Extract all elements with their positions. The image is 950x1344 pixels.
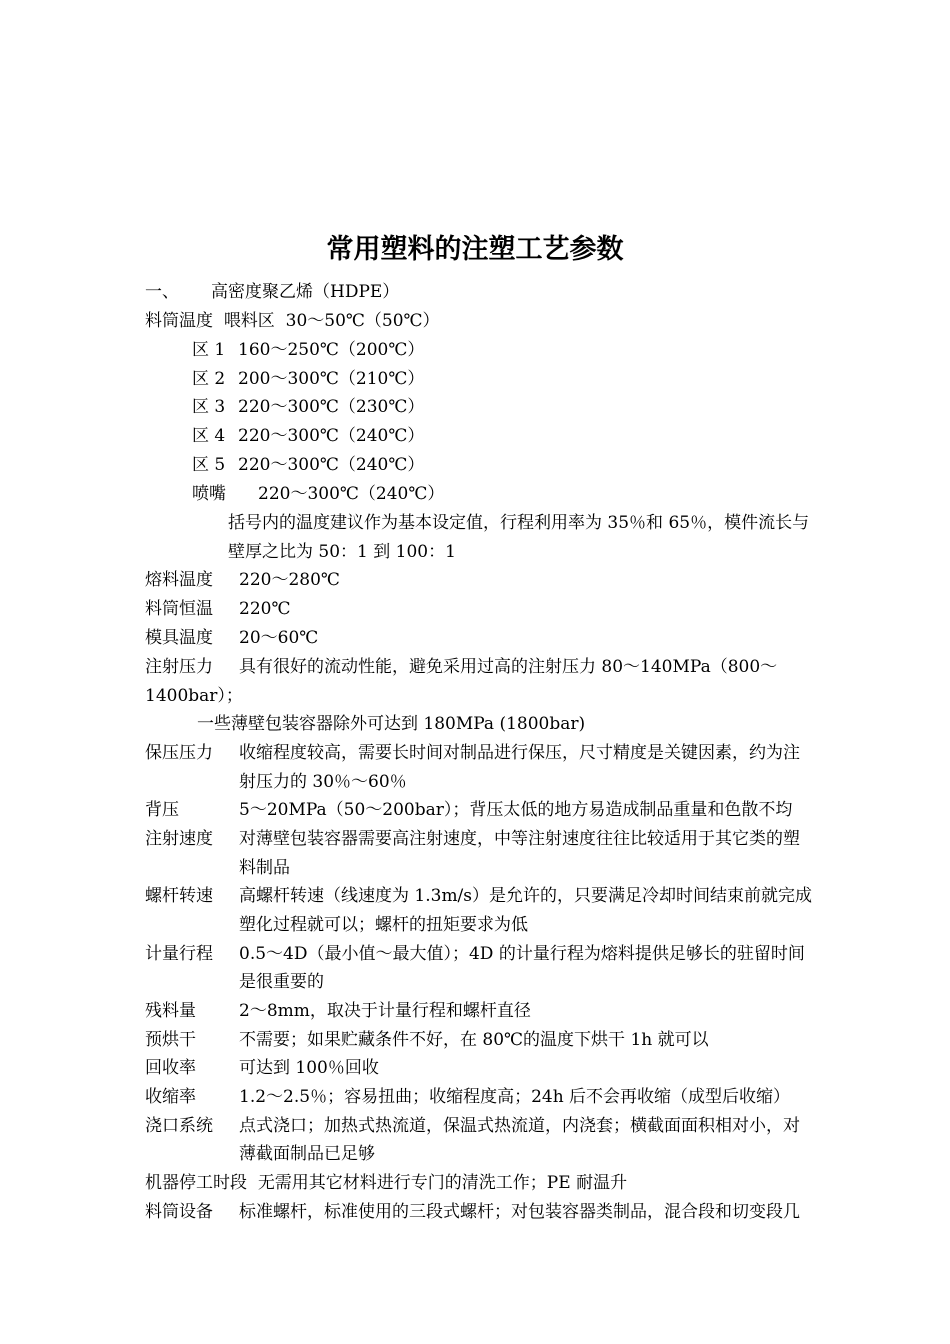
zone-value: 220～300℃（240℃） (238, 426, 425, 446)
injection-line2: 1400bar）； (145, 686, 243, 706)
param-value: 220℃ (239, 599, 291, 619)
zone-label: 区 5 (192, 455, 226, 475)
zone-row (192, 424, 424, 448)
param-row-metering (145, 942, 805, 966)
nozzle-label: 喷嘴 (192, 484, 226, 504)
param-row-mold (145, 626, 318, 650)
feed-label: 喂料区 (223, 311, 275, 331)
nozzle-value: 220～300℃（240℃） (258, 484, 445, 504)
zone-row (192, 395, 424, 419)
param-row-hold-pressure (145, 741, 800, 765)
zone-label: 区 2 (192, 369, 226, 389)
zone-row (192, 453, 424, 477)
zone-value: 220～300℃（240℃） (238, 455, 425, 475)
zone-label: 区 1 (192, 340, 226, 360)
param-label: 背压 (145, 800, 179, 820)
param-row-hold-temp (145, 597, 290, 621)
param-label: 计量行程 (145, 944, 213, 964)
param-value: 高螺杆转速（线速度为 1.3m/s）是允许的，只要满足冷却时间结束前就完成 (239, 886, 813, 906)
param-label: 残料量 (145, 1001, 196, 1021)
param-value: 20～60℃ (239, 628, 319, 648)
screw-speed-line2: 塑化过程就可以；螺杆的扭矩要求为低 (239, 915, 528, 935)
hold-pressure-line2: 射压力的 30％～60％ (239, 772, 407, 792)
zone-value: 200～300℃（210℃） (238, 369, 425, 389)
param-row-gate (145, 1114, 800, 1138)
gate-line2: 薄截面制品已足够 (239, 1144, 375, 1164)
param-value: 5～20MPa（50～200bar）；背压太低的地方易造成制品重量和色散不均 (239, 800, 793, 820)
param-value: 1.2～2.5％；容易扭曲；收缩程度高；24h 后不会再收缩（成型后收缩） (239, 1087, 791, 1107)
param-row-screw-speed (145, 884, 812, 908)
param-label: 机器停工时段 (145, 1173, 247, 1193)
param-value: 0.5～4D（最小值～最大值）；4D 的计量行程为熔料提供足够长的驻留时间 (239, 944, 805, 964)
param-row-recycle (145, 1056, 379, 1080)
zone-value: 160～250℃（200℃） (238, 340, 425, 360)
param-label: 浇口系统 (145, 1116, 213, 1136)
section-name: 高密度聚乙烯（HDPE） (211, 282, 400, 302)
param-label: 预烘干 (145, 1030, 196, 1050)
param-value: 收缩程度较高，需要长时间对制品进行保压，尺寸精度是关键因素，约为注 (239, 743, 800, 763)
zone-label: 区 3 (192, 397, 226, 417)
param-value: 对薄壁包装容器需要高注射速度，中等注射速度往往比较适用于其它类的塑 (239, 829, 800, 849)
param-label: 注射速度 (145, 829, 213, 849)
param-row-back-pressure (145, 798, 792, 822)
param-label: 收缩率 (145, 1087, 196, 1107)
zone-row (192, 367, 424, 391)
param-row-injection (145, 655, 777, 679)
barrel-label: 料筒温度 (145, 311, 213, 331)
param-label: 模具温度 (145, 628, 213, 648)
param-value: 2～8mm，取决于计量行程和螺杆直径 (239, 1001, 531, 1021)
param-label: 回收率 (145, 1058, 196, 1078)
injection-speed-line2: 料制品 (239, 858, 290, 878)
param-row-predry (145, 1028, 709, 1052)
section-number: 一、 (145, 282, 179, 302)
param-row-equipment (145, 1200, 800, 1224)
barrel-note-line1: 括号内的温度建议作为基本设定值，行程利用率为 35％和 65％，模件流长与 (228, 513, 810, 533)
param-label: 注射压力 (145, 657, 213, 677)
param-value: 标准螺杆，标准使用的三段式螺杆；对包装容器类制品，混合段和切变段几 (239, 1202, 800, 1222)
zone-label: 区 4 (192, 426, 226, 446)
param-value: 220～280℃ (239, 570, 340, 590)
param-row-shrinkage (145, 1085, 790, 1109)
metering-line2: 是很重要的 (239, 972, 324, 992)
param-label: 熔料温度 (145, 570, 213, 590)
param-value: 可达到 100％回收 (239, 1058, 379, 1078)
injection-line3: 一些薄壁包装容器除外可达到 180MPa (1800bar) (197, 714, 586, 734)
param-value: 具有很好的流动性能，避免采用过高的注射压力 80～140MPa（800～ (239, 657, 778, 677)
param-row-melt (145, 568, 340, 592)
zone-value: 220～300℃（230℃） (238, 397, 425, 417)
nozzle-row (192, 482, 444, 506)
param-row-cushion (145, 999, 531, 1023)
param-label: 保压压力 (145, 743, 213, 763)
feed-value: 30～50℃（50℃） (285, 311, 440, 331)
param-label: 螺杆转速 (145, 886, 213, 906)
param-label: 料筒恒温 (145, 599, 213, 619)
param-value: 点式浇口；加热式热流道，保温式热流道，内浇套；横截面面积相对小，对 (239, 1116, 800, 1136)
param-row-injection-speed (145, 827, 800, 851)
param-value: 无需用其它材料进行专门的清洗工作；PE 耐温升 (257, 1173, 628, 1193)
barrel-note-line2: 壁厚之比为 50：1 到 100：1 (228, 542, 456, 562)
document-title: 常用塑料的注塑工艺参数 (326, 234, 624, 265)
section-heading (145, 280, 399, 304)
param-row-shutdown (145, 1171, 627, 1195)
barrel-feed-row (145, 309, 440, 333)
zone-row (192, 338, 424, 362)
param-value: 不需要；如果贮藏条件不好，在 80℃的温度下烘干 1h 就可以 (239, 1030, 709, 1050)
param-label: 料筒设备 (145, 1202, 213, 1222)
